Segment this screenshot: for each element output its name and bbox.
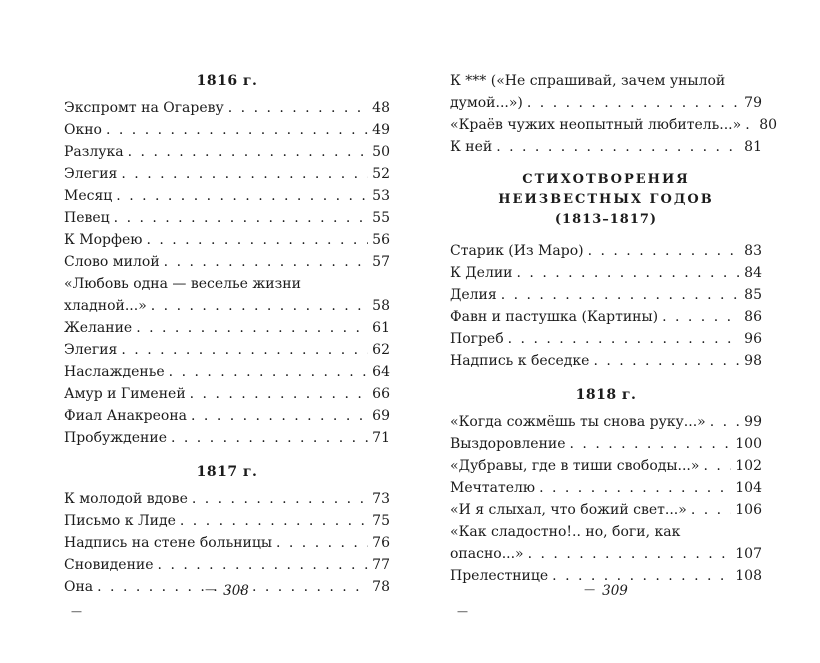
toc-title: Старик (Из Маро) — [450, 243, 584, 259]
dot-leader — [180, 510, 368, 532]
toc-title: Месяц — [64, 188, 113, 204]
toc-entry — [64, 532, 390, 554]
toc-title: Прелестнице — [450, 568, 549, 584]
toc-title: Письмо к Лиде — [64, 513, 176, 529]
toc-entry — [64, 207, 390, 229]
toc-entry — [64, 119, 390, 141]
toc-page-number: 66 — [372, 386, 390, 402]
folio-ornament-icon — [205, 583, 223, 596]
toc-title: Делия — [450, 287, 497, 303]
toc-entry — [64, 141, 390, 163]
toc-entry — [450, 240, 762, 262]
toc-page-number: 53 — [372, 188, 390, 204]
dot-leader — [588, 240, 741, 262]
toc-page-number: 78 — [372, 579, 390, 595]
dot-leader — [527, 92, 740, 114]
toc-entry-two-line — [64, 273, 390, 317]
toc-page-number: 98 — [744, 353, 762, 369]
toc-entry — [450, 499, 762, 521]
toc-entry — [64, 163, 390, 185]
toc-page-right — [450, 0, 778, 663]
dot-leader — [190, 383, 369, 405]
toc-title: К ней — [450, 139, 493, 155]
dot-leader — [114, 207, 369, 229]
dot-leader — [171, 427, 368, 449]
dot-leader — [496, 136, 740, 158]
dot-leader — [501, 284, 740, 306]
toc-entry — [64, 488, 390, 510]
dot-leader — [703, 455, 731, 477]
dot-leader — [146, 229, 368, 251]
toc-page-number: 52 — [372, 166, 390, 182]
toc-page-number: 102 — [735, 458, 762, 474]
toc-page-number: 79 — [744, 95, 762, 111]
toc-title: Амур и Гименей — [64, 386, 186, 402]
toc-entry — [450, 306, 762, 328]
toc-entry — [64, 383, 390, 405]
toc-right-content — [450, 0, 778, 587]
toc-title-line2: опасно...» — [450, 546, 524, 562]
toc-title: «Когда сожмёшь ты снова руку...» — [450, 414, 706, 430]
dot-leader — [745, 114, 755, 136]
toc-entry — [64, 554, 390, 576]
toc-page-number: 71 — [372, 430, 390, 446]
toc-title: Мечтателю — [450, 480, 536, 496]
toc-page-left — [64, 0, 390, 663]
dot-leader — [539, 477, 731, 499]
dot-leader — [158, 554, 369, 576]
toc-page-number: 108 — [735, 568, 762, 584]
page-folio-right — [450, 580, 762, 625]
toc-title: «Дубравы, где в тиши свободы...» — [450, 458, 700, 474]
dot-leader — [570, 433, 732, 455]
toc-page-number: 80 — [759, 117, 778, 133]
toc-entry — [64, 97, 390, 119]
dot-leader — [192, 488, 368, 510]
toc-page-number: 77 — [372, 557, 390, 573]
dot-leader — [517, 262, 741, 284]
toc-entry — [450, 262, 762, 284]
folio-ornament-icon — [450, 601, 762, 623]
toc-entry — [450, 477, 762, 499]
toc-page-number: 58 — [372, 298, 390, 314]
dot-leader — [276, 532, 368, 554]
toc-title: К Морфею — [64, 232, 143, 248]
toc-title: Элегия — [64, 166, 118, 182]
dot-leader — [228, 97, 368, 119]
toc-page-number: 99 — [744, 414, 762, 430]
toc-page-number: 100 — [735, 436, 762, 452]
folio-number: 308 — [223, 583, 249, 599]
toc-title: Желание — [64, 320, 133, 336]
toc-page-number: 76 — [372, 535, 390, 551]
toc-title: Певец — [64, 210, 110, 226]
toc-entry — [450, 284, 762, 306]
toc-page-number: 73 — [372, 491, 390, 507]
toc-page-number: 104 — [735, 480, 762, 496]
toc-page-number: 106 — [735, 502, 762, 518]
toc-title: Экспромт на Огареву — [64, 100, 224, 116]
toc-title: «И я слыхал, что божий свет...» — [450, 502, 687, 518]
dot-leader — [691, 499, 731, 521]
toc-page-number: 56 — [372, 232, 390, 248]
toc-entry-two-line — [450, 521, 762, 565]
toc-title: Наслажденье — [64, 364, 165, 380]
folio-number: 309 — [602, 583, 628, 599]
dot-leader — [508, 328, 741, 350]
toc-title-line2: хладной...» — [64, 298, 147, 314]
toc-title: Окно — [64, 122, 102, 138]
year-heading-1816: 1816 г. — [196, 73, 258, 89]
year-heading-1818: 1818 г. — [575, 387, 637, 403]
section-heading-line: СТИХОТВОРЕНИЯ — [522, 172, 690, 187]
toc-title-line1: «Как сладостно!.. но, боги, как — [450, 524, 681, 540]
toc-page-number: 48 — [372, 100, 390, 116]
toc-title-line1: К *** («Не спрашивай, зачем унылой — [450, 73, 726, 89]
toc-entry — [64, 229, 390, 251]
toc-entry — [450, 114, 778, 136]
toc-title: Фиал Анакреона — [64, 408, 188, 424]
toc-title: К Делии — [450, 265, 513, 281]
toc-title-line1: «Любовь одна — веселье жизни — [64, 276, 301, 292]
toc-entry — [450, 433, 762, 455]
toc-title: Фавн и пастушка (Картины) — [450, 309, 659, 325]
toc-entry — [64, 361, 390, 383]
dot-leader — [151, 295, 368, 317]
toc-title: Погреб — [450, 331, 504, 347]
dot-leader — [710, 411, 740, 433]
toc-page-number: 75 — [372, 513, 390, 529]
toc-title: Сновидение — [64, 557, 154, 573]
section-heading-years: (1813–1817) — [554, 212, 658, 227]
toc-page-number: 64 — [372, 364, 390, 380]
toc-entry — [64, 317, 390, 339]
section-heading-line: НЕИЗВЕСТНЫХ ГОДОВ — [498, 192, 714, 207]
toc-entry — [64, 405, 390, 427]
toc-title: Она — [64, 579, 94, 595]
folio-ornament-icon — [584, 583, 602, 596]
toc-page-number: 83 — [744, 243, 762, 259]
toc-page-number: 50 — [372, 144, 390, 160]
toc-entry — [450, 455, 762, 477]
toc-page-number: 96 — [744, 331, 762, 347]
toc-entry — [64, 427, 390, 449]
toc-title: Элегия — [64, 342, 118, 358]
dot-leader — [164, 251, 369, 273]
dot-leader — [191, 405, 368, 427]
toc-left-content — [64, 0, 390, 598]
toc-title: Слово милой — [64, 254, 160, 270]
toc-entry — [450, 136, 762, 158]
toc-page-number: 61 — [372, 320, 390, 336]
folio-ornament-icon — [64, 601, 390, 623]
toc-entry — [450, 328, 762, 350]
toc-entry — [64, 510, 390, 532]
dot-leader — [593, 350, 740, 372]
year-heading-1817: 1817 г. — [196, 464, 258, 480]
toc-title-line2: думой...») — [450, 95, 523, 111]
toc-page-number: 84 — [744, 265, 762, 281]
toc-entry-two-line — [450, 70, 762, 114]
toc-page-number: 57 — [372, 254, 390, 270]
dot-leader — [136, 317, 368, 339]
toc-title: К молодой вдове — [64, 491, 188, 507]
dot-leader — [528, 543, 732, 565]
toc-title: Пробуждение — [64, 430, 167, 446]
toc-page-number: 49 — [372, 122, 390, 138]
toc-entry — [450, 350, 762, 372]
dot-leader — [128, 141, 369, 163]
toc-title: Выздоровление — [450, 436, 566, 452]
toc-page-number: 81 — [744, 139, 762, 155]
toc-title: Разлука — [64, 144, 124, 160]
toc-page-number: 69 — [372, 408, 390, 424]
toc-title: Надпись на стене больницы — [64, 535, 272, 551]
dot-leader — [106, 119, 368, 141]
toc-title: Надпись к беседке — [450, 353, 590, 369]
dot-leader — [662, 306, 740, 328]
dot-leader — [121, 339, 368, 361]
toc-page-number: 62 — [372, 342, 390, 358]
toc-title: «Краёв чужих неопытный любитель...» — [450, 117, 742, 133]
dot-leader — [116, 185, 368, 207]
toc-entry — [64, 339, 390, 361]
toc-page-number: 86 — [744, 309, 762, 325]
toc-entry — [64, 251, 390, 273]
toc-page-number: 107 — [735, 546, 762, 562]
toc-entry — [64, 185, 390, 207]
toc-page-number: 85 — [744, 287, 762, 303]
page-folio-left — [64, 580, 390, 625]
toc-entry — [450, 411, 762, 433]
section-heading-unknown-years — [450, 170, 762, 230]
toc-page-number: 55 — [372, 210, 390, 226]
dot-leader — [121, 163, 368, 185]
dot-leader — [169, 361, 369, 383]
